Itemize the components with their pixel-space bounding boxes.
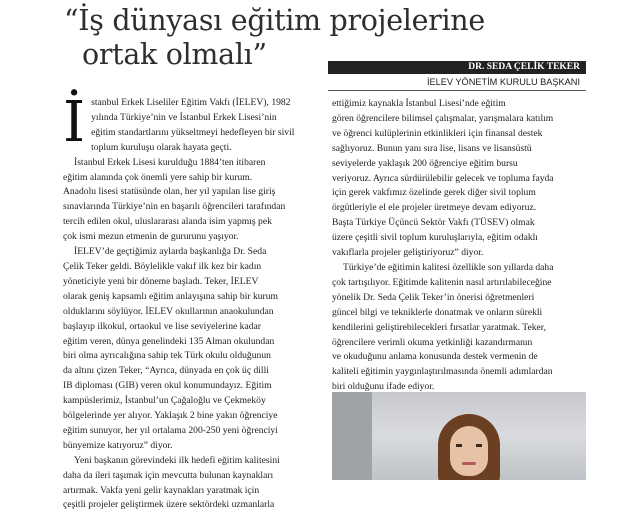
text-line: veriyoruz. Ayrıca sürdürülebilir gelecek ve topluma fayda [332, 172, 554, 184]
left-column-body [63, 141, 310, 513]
text-line: sağlıyoruz. Bunun yanı sıra lise, lisans ve lisansüstü [332, 142, 532, 154]
text-line: çeşitli projeler geliştirmek üzere sektördeki uzmanlarla [63, 499, 275, 511]
lead-line: eğitim standartlarını yükseltmeyi hedefleyen bir sivil [91, 126, 295, 138]
text-line: biri olma ayrıcalığına sahip tek Türk okulu olduğunun [63, 350, 271, 362]
text-line: kendilerini geliştirebilecekleri fırsatlar yaratmak. Teker, [332, 321, 546, 333]
text-line: da altını çizen Teker, “Ayrıca, dünyada en çok üç dilli [63, 365, 269, 377]
text-line: biri olduğunu ifade ediyor. [332, 381, 435, 393]
text-line: örgütleriyle el ele projeler üretmeye devam ediyoruz. [332, 202, 537, 214]
lead-line: yılında Türkiye’nin ve İstanbul Erkek Lisesi’nin [91, 111, 277, 123]
article-column-left [63, 90, 310, 513]
text-line: ve öğrenci kulüplerinin etkinlikleri için finansal destek [332, 127, 543, 139]
drop-cap: İ [63, 90, 86, 155]
text-line: artırmak. Vakfa yeni gelir kaynakları yaratmak için [63, 484, 260, 496]
byline-name: DR. SEDA ÇELİK TEKER [328, 61, 586, 74]
photo-face [450, 426, 488, 476]
text-line: vakıflarla projeler geliştiriyoruz” diyor. [332, 247, 484, 259]
text-line: çok ismi mezun etmenin de gururunu yaşıyor. [63, 231, 239, 243]
text-line: başlayıp ilkokul, ortaokul ve lise seviyelerine kadar [63, 320, 261, 332]
photo-eyes [456, 444, 482, 447]
text-line: olarak geniş kapsamlı eğitim anlayışına sahip bir kurum [63, 290, 279, 302]
text-line: çok tartışılıyor. Eğitimde kalitenin nasıl artırılabileceğine [332, 276, 552, 288]
text-line: gören öğrencilere bilimsel çalışmalar, yarışmalara katılım [332, 112, 554, 124]
text-line: Çelik Teker geldi. Böylelikle vakıf ilk kez bir kadın [63, 260, 262, 272]
text-line: eğitim sunuyor, her yıl ortalama 200-250 yeni öğrenciyi [63, 424, 278, 436]
text-line: kaliteli eğitimin yaygınlaştırılmasında önemli adımlardan [332, 366, 553, 378]
text-line: Yeni başkanın görevindeki ilk hedefi eğitim kalitesini [74, 454, 280, 466]
text-line: yönelik Dr. Seda Çelik Teker’in önerisi öğretmenleri [332, 291, 535, 303]
headline-line-2: ortak olmalı” [82, 38, 267, 71]
text-line: İstanbul Erkek Lisesi kurulduğu 1884’ten itibaren [74, 156, 266, 168]
text-line: seviyelerde yaklaşık 200 öğrenciye eğitim bursu [332, 157, 518, 169]
text-line: Türkiye’de eğitimin kalitesi özellikle son yıllarda daha [343, 261, 554, 273]
text-line: ettiğimiz kaynakla İstanbul Lisesi’nde eğitim [332, 98, 506, 109]
text-line: bölgelerinde yer alıyor. Yaklaşık 2 bine yakın öğrenciye [63, 410, 278, 422]
text-line: eğitim alanında çok önemli yere sahip bir kurum. [63, 171, 253, 183]
text-line: daha da ileri taşımak için mevcutta bulunan kaynakları [63, 469, 274, 481]
text-line: üzere çeşitli sivil toplum kuruluşlarıyla, eğitim odaklı [332, 232, 538, 244]
text-line: için gerek vakfımız özelinde gerek diğer sivil toplum [332, 187, 536, 199]
text-line: olduklarını söylüyor. İELEV okullarının anaokulundan [63, 305, 274, 317]
text-line: güncel bilgi ve tekniklerle donatmak ve onların sürekli [332, 306, 543, 318]
text-line: bünyemize katıyoruz” diyor. [63, 439, 173, 451]
text-line: yöneticiyle yeni bir döneme başladı. Teker, İELEV [63, 275, 259, 287]
text-line: IB diploması (GIB) veren okul konumundayız. Eğitim [63, 380, 272, 392]
right-column-body [332, 97, 582, 395]
text-line: İELEV’de geçtiğimiz aylarda başkanlığa Dr. Seda [74, 246, 267, 258]
lead-line: stanbul Erkek Liseliler Eğitim Vakfı (İELEV), 1982 [91, 97, 291, 108]
text-line: eğitim veren, dünya genelindeki 135 Alman okulundan [63, 335, 275, 347]
text-line: toplum kuruluşu olarak hayata geçti. [91, 141, 232, 153]
text-line: tercih edilen okul, uluslararası alanda isim yapmış pek [63, 216, 272, 228]
byline-role: İELEV YÖNETİM KURULU BAŞKANI [328, 76, 586, 91]
text-line: öğrencilere verimli okuma yetkinliği kazandırmanın [332, 336, 533, 348]
photo-background [332, 392, 372, 480]
headline-line-1: “İş dünyası eğitim projelerine [64, 4, 485, 37]
text-line: Anadolu lisesi statüsünde olan, her yıl yapılan lise giriş [63, 186, 276, 198]
text-line: sınavlarında Türkiye’nin en başarılı öğrencileri tarafından [63, 201, 286, 213]
text-line: ve okuduğunu anlama konusunda destek vermenin de [332, 351, 538, 363]
article-column-right [332, 97, 582, 395]
photo-mouth [462, 462, 476, 465]
text-line: kampüslerimiz, İstanbul’un Çağaloğlu ve Çekmeköy [63, 395, 266, 407]
text-line: Başta Türkiye Üçüncü Sektör Vakfı (TÜSEV) olmak [332, 217, 535, 229]
portrait-photo [332, 392, 586, 480]
